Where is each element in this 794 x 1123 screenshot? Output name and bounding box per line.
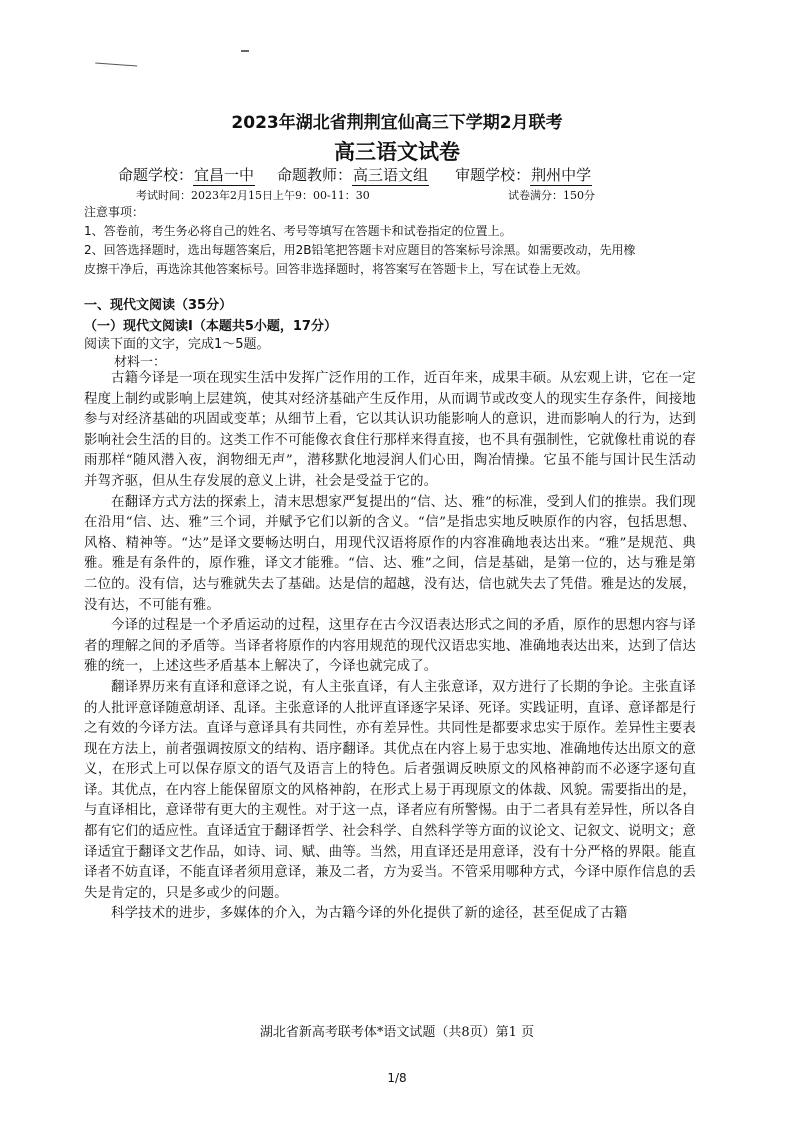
exam-time: 考试时间：2023年2月15日上午9：00-11：30 xyxy=(136,189,370,202)
reviewer-school-label: 审题学校： xyxy=(455,166,531,184)
notes-item: 1、答卷前，考生务必将自己的姓名、考号等填写在答题卡和试卷指定的位置上。 xyxy=(84,224,512,238)
setter-school: 宜昌一中 xyxy=(194,166,255,184)
instruction: 阅读下面的文字，完成1～5题。 xyxy=(84,337,270,352)
subsection-heading: （一）现代文阅读Ⅰ（本题共5小题，17分） xyxy=(84,319,337,334)
section-heading: 一、现代文阅读（35分） xyxy=(84,298,233,313)
exam-title: 2023年湖北省荆荆宜仙高三下学期2月联考 xyxy=(231,113,563,133)
paragraph: 科学技术的进步，多媒体的介入，为古籍今译的外化提供了新的途径，甚至促成了古籍 xyxy=(111,906,628,922)
notes-block xyxy=(84,203,636,279)
page-footer: 湖北省新高考联考体*语文试题（共8页）第1 页 xyxy=(259,1025,535,1040)
scan-artifact xyxy=(95,63,137,73)
material-label: 材料一： xyxy=(114,355,167,370)
reviewer-school: 荆州中学 xyxy=(531,166,592,184)
paragraph: 古籍今译是一项在现实生活中发挥广泛作用的工作，近百年来，成果丰硕。从宏观上讲，它在一定程度上制约或影响上层建筑，使其对经济基础产生反作用，从而调节或改变人的现实生存条件，间接地参与对经济基础的巩固或变革；从细节上看，它以其认识功能影响人的意识，进而影响人的行为，达到影响社会生活的目的。这类工作不可能像衣食住行那样来得直接，也不具有强制性，它就像杜甫说的春雨那样“随风潜入夜，润物细无声”，潜移默化地浸润人们心田，陶冶情操。它虽不能与国计民生活动并驾齐驱，但从生存发展的意义上讲，社会是受益于它的。 xyxy=(84,371,696,489)
setter-teacher: 高三语文组 xyxy=(353,166,429,184)
exam-authors-row xyxy=(118,164,592,186)
paragraph: 今译的过程是一个矛盾运动的过程，这里存在古今汉语表达形式之间的矛盾，原作的思想内容与译者的理解之间的矛盾等。当译者将原作的内容用规范的现代汉语忠实地、准确地表达出来，达到了信达雅的统一，上述这些矛盾基本上解决了，今译也就完成了。 xyxy=(84,618,696,675)
scan-artifact xyxy=(241,50,249,52)
page-indicator: 1/8 xyxy=(387,1071,407,1085)
notes-item: 皮擦干净后，再选涂其他答案标号。回答非选择题时，将答案写在答题卡上，写在试卷上无效。 xyxy=(84,262,589,276)
full-score: 试卷满分：150分 xyxy=(508,189,595,202)
setter-teacher-label: 命题教师： xyxy=(277,166,353,184)
notes-heading: 注意事项： xyxy=(84,205,145,219)
notes-item: 2、回答选择题时，选出每题答案后，用2B铅笔把答题卡对应题目的答案标号涂黑。如需要改动，先用橡 xyxy=(84,243,636,257)
exam-subtitle: 高三语文试卷 xyxy=(334,140,460,164)
paragraph: 翻译界历来有直译和意译之说，有人主张直译，有人主张意译，双方进行了长期的争论。主张直译的人批评意译随意胡译、乱译。主张意译的人批评直译逐字呆译、死译。实践证明，直译、意译都是行之有效的今译方法。直译与意译具有共同性，亦有差异性。共同性是都要求忠实于原作。差异性主要表现在方法上，前者强调按原文的结构、语序翻译。其优点在内容上易于忠实地、准确地传达出原文的意义，在形式上可以保存原文的语气及语言上的特色。后者强调反映原文的风格神韵而不必逐字逐句直译。其优点，在内容上能保留原文的风格神韵，在形式上易于再现原文的体裁、风貌。需要指出的是，与直译相比，意译带有更大的主观性。对于这一点，译者应有所警惕。由于二者具有差异性，所以各自都有它们的适应性。直译适宜于翻译哲学、社会科学、自然科学等方面的议论文、记叙文、说明文；意译适宜于翻译文艺作品，如诗、词、赋、曲等。当然，用直译还是用意译，没有十分严格的界限。能直译者不妨直译，不能直译者须用意译，兼及二者，方为妥当。不管采用哪种方式，今译中原作信息的丢失是肯定的，只是多或少的问题。 xyxy=(84,679,696,901)
setter-school-label: 命题学校： xyxy=(118,166,194,184)
reading-passage xyxy=(84,369,696,925)
paragraph: 在翻译方式方法的探索上，清末思想家严复提出的“信、达、雅”的标准，受到人们的推崇。我们现在沿用“信、达、雅”三个词，并赋予它们以新的含义。“信”是指忠实地反映原作的内容，包括思想、风格、精神等。“达”是译文要畅达明白，用现代汉语将原作的内容准确地表达出来。“雅”是规范、典雅。雅是有条件的，原作雅，译文才能雅。“信、达、雅”之间，信是基础，是第一位的，达与雅是第二位的。没有信，达与雅就失去了基础。达是信的超越，没有达，信也就失去了凭借。雅是达的发展，没有达，不可能有雅。 xyxy=(84,494,696,613)
